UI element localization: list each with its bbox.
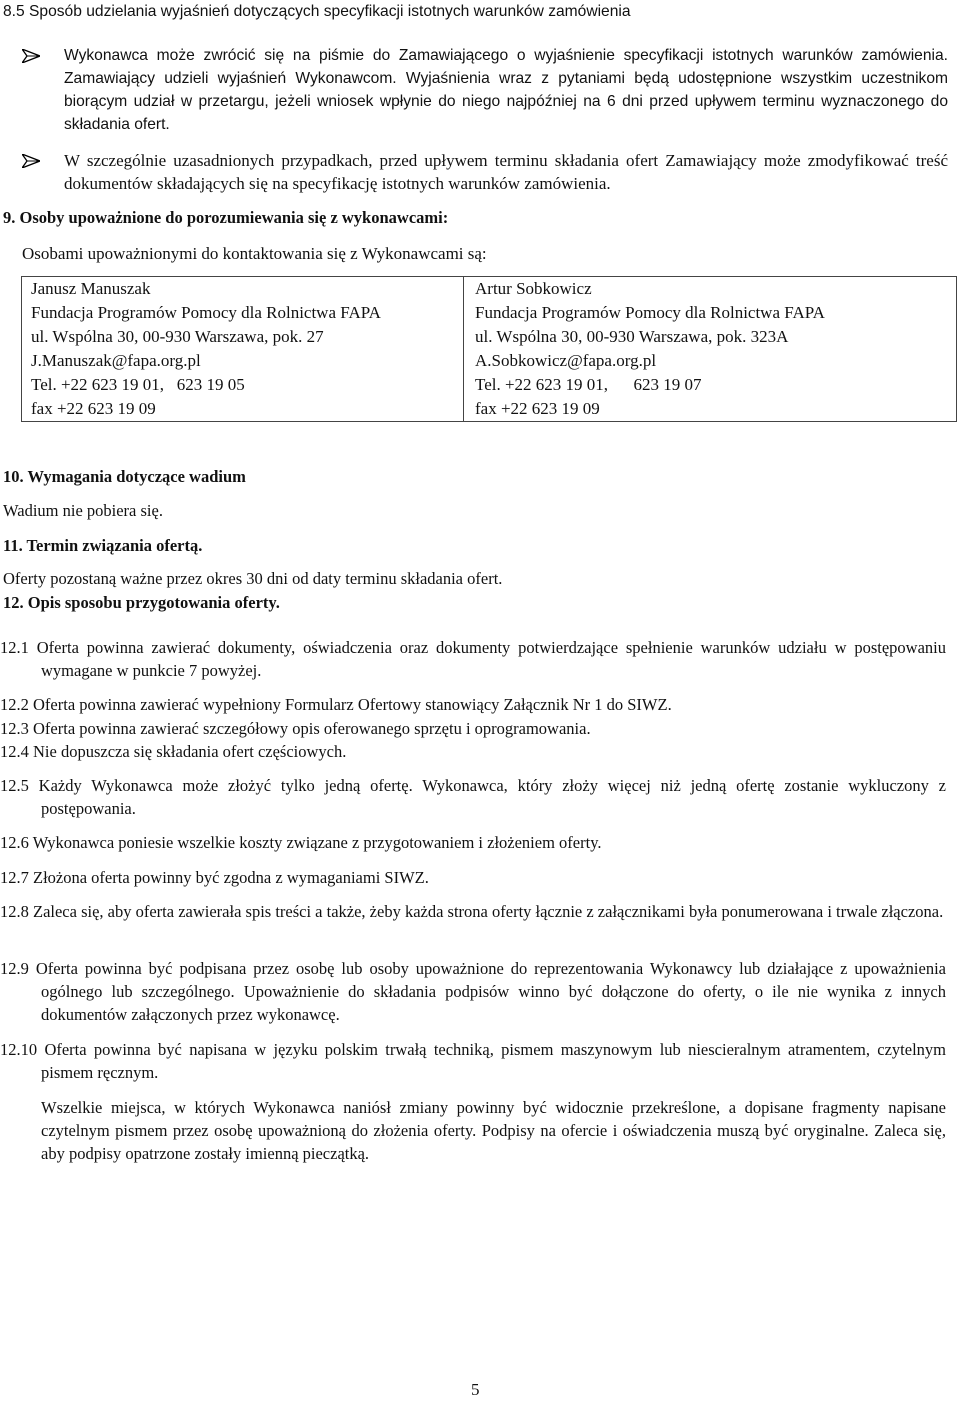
contact-fax: fax +22 623 19 09	[31, 399, 156, 418]
item-number: 12.6	[0, 833, 29, 852]
item-number: 12.3	[0, 719, 29, 738]
arrow-bullet-icon	[22, 154, 40, 168]
section-10-body: Wadium nie pobiera się.	[3, 501, 163, 520]
list-item-12-1	[0, 636, 946, 682]
bullet-item-clarification-request	[22, 44, 948, 136]
arrow-bullet-icon	[22, 49, 40, 63]
section-12-closing-paragraph: Wszelkie miejsca, w których Wykonawca naniósł zmiany powinny być widocznie przekreślone, a dopisane fragmenty napisane czytelnym pismem przez osobę upoważnioną do złożenia oferty. Podpisy na ofercie i oświadczenia muszą być oryginalne. Zaleca się, aby podpisy opatrzone zostały imienną pieczątką.	[41, 1098, 946, 1163]
contact-organization: Fundacja Programów Pomocy dla Rolnictwa FAPA	[475, 303, 825, 322]
contact-address: ul. Wspólna 30, 00-930 Warszawa, pok. 323A	[475, 327, 789, 346]
list-item-12-5	[0, 774, 946, 820]
item-text: Oferta powinna zawierać dokumenty, oświadczenia oraz dokumenty potwierdzające spełnienie warunków udziału w postępowaniu wymagane w punkcie 7 powyżej.	[36, 638, 947, 680]
page-number: 5	[471, 1380, 480, 1399]
item-number: 12.10	[0, 1040, 38, 1059]
contact-cell-sobkowicz	[464, 277, 957, 422]
bullet-item-modification	[22, 149, 948, 195]
contact-phone: Tel. +22 623 19 01, 623 19 07	[475, 375, 702, 394]
contact-address: ul. Wspólna 30, 00-930 Warszawa, pok. 27	[31, 327, 324, 346]
list-item-12-10	[0, 1038, 946, 1084]
item-text: Nie dopuszcza się składania ofert częściowych.	[33, 742, 347, 761]
item-number: 12.5	[0, 776, 29, 795]
item-text: Oferta powinna być napisana w języku polskim trwałą techniką, pismem maszynowym lub niescieralnym atramentem, czytelnym pismem ręcznym.	[41, 1040, 947, 1082]
section-12-heading: 12. Opis sposobu przygotowania oferty.	[3, 593, 280, 612]
item-text: Wykonawca poniesie wszelkie koszty związane z przygotowaniem i złożeniem oferty.	[32, 833, 602, 852]
item-number: 12.7	[0, 868, 29, 887]
list-item-12-4	[0, 740, 946, 763]
item-number: 12.8	[0, 902, 29, 921]
item-number: 12.1	[0, 638, 29, 657]
list-item-12-6	[0, 831, 946, 854]
list-item-12-3	[0, 717, 946, 740]
section-11-heading: 11. Termin związania ofertą.	[3, 536, 203, 555]
bullet-text: Wykonawca może zwrócić się na piśmie do Zamawiającego o wyjaśnienie specyfikacji istotnych warunków zamówienia. Zamawiający udzieli wyjaśnień Wykonawcom. Wyjaśnienia wraz z pytaniami będą udostępnione wszystkim uczestnikom biorącym udział w przetargu, jeżeli wniosek wpłynie do niego najpóźniej na 6 dni przed upływem terminu wyznaczonego do składania ofert.	[64, 47, 948, 133]
contact-name: Artur Sobkowicz	[475, 279, 592, 298]
list-item-12-2	[0, 693, 946, 716]
item-text: Oferta powinna zawierać wypełniony Formularz Ofertowy stanowiący Załącznik Nr 1 do SIWZ.	[33, 695, 672, 714]
item-number: 12.2	[0, 695, 29, 714]
item-text: Oferta powinna być podpisana przez osobę lub osoby upoważnione do reprezentowania Wykonawcy lub działające z upoważnienia ogólnego lub szczególnego. Upoważnienie do składania podpisów winno być dołączone do oferty, o ile nie wynika z innych dokumentów załączonych przez wykonawcę.	[35, 959, 946, 1024]
contact-organization: Fundacja Programów Pomocy dla Rolnictwa FAPA	[31, 303, 381, 322]
section-9-intro: Osobami upoważnionymi do kontaktowania się z Wykonawcami są:	[22, 244, 487, 263]
item-text: Zaleca się, aby oferta zawierała spis treści a także, żeby każda strona oferty łącznie z załącznikami była ponumerowana i trwale złączona.	[33, 902, 944, 921]
item-number: 12.9	[0, 959, 29, 978]
section-8-5-title: 8.5 Sposób udzielania wyjaśnień dotyczących specyfikacji istotnych warunków zamówienia	[3, 3, 631, 20]
section-10-heading: 10. Wymagania dotyczące wadium	[3, 467, 246, 486]
contact-phone: Tel. +22 623 19 01, 623 19 05	[31, 375, 245, 394]
section-11-body: Oferty pozostaną ważne przez okres 30 dni od daty terminu składania ofert.	[3, 569, 503, 588]
contact-fax: fax +22 623 19 09	[475, 399, 600, 418]
contact-cell-manuszak	[22, 277, 464, 422]
item-number: 12.4	[0, 742, 29, 761]
bullet-text: W szczególnie uzasadnionych przypadkach, przed upływem terminu składania ofert Zamawiający może zmodyfikować treść dokumentów składających się na specyfikację istotnych warunków zamówienia.	[64, 151, 948, 193]
contact-email[interactable]: J.Manuszak@fapa.org.pl	[31, 351, 201, 370]
list-item-12-8	[0, 900, 946, 923]
list-item-12-9	[0, 957, 946, 1026]
contact-name: Janusz Manuszak	[31, 279, 151, 298]
item-text: Złożona oferta powinny być zgodna z wymaganiami SIWZ.	[33, 868, 429, 887]
contact-persons-table	[21, 276, 957, 422]
item-text: Oferta powinna zawierać szczegółowy opis oferowanego sprzętu i oprogramowania.	[33, 719, 591, 738]
list-item-12-7	[0, 866, 946, 889]
section-9-heading: 9. Osoby upoważnione do porozumiewania się z wykonawcami:	[3, 208, 449, 227]
item-text: Każdy Wykonawca może złożyć tylko jedną ofertę. Wykonawca, który złoży więcej niż jedną ofertę zostanie wykluczony z postępowania.	[38, 776, 946, 818]
contact-email[interactable]: A.Sobkowicz@fapa.org.pl	[475, 351, 657, 370]
